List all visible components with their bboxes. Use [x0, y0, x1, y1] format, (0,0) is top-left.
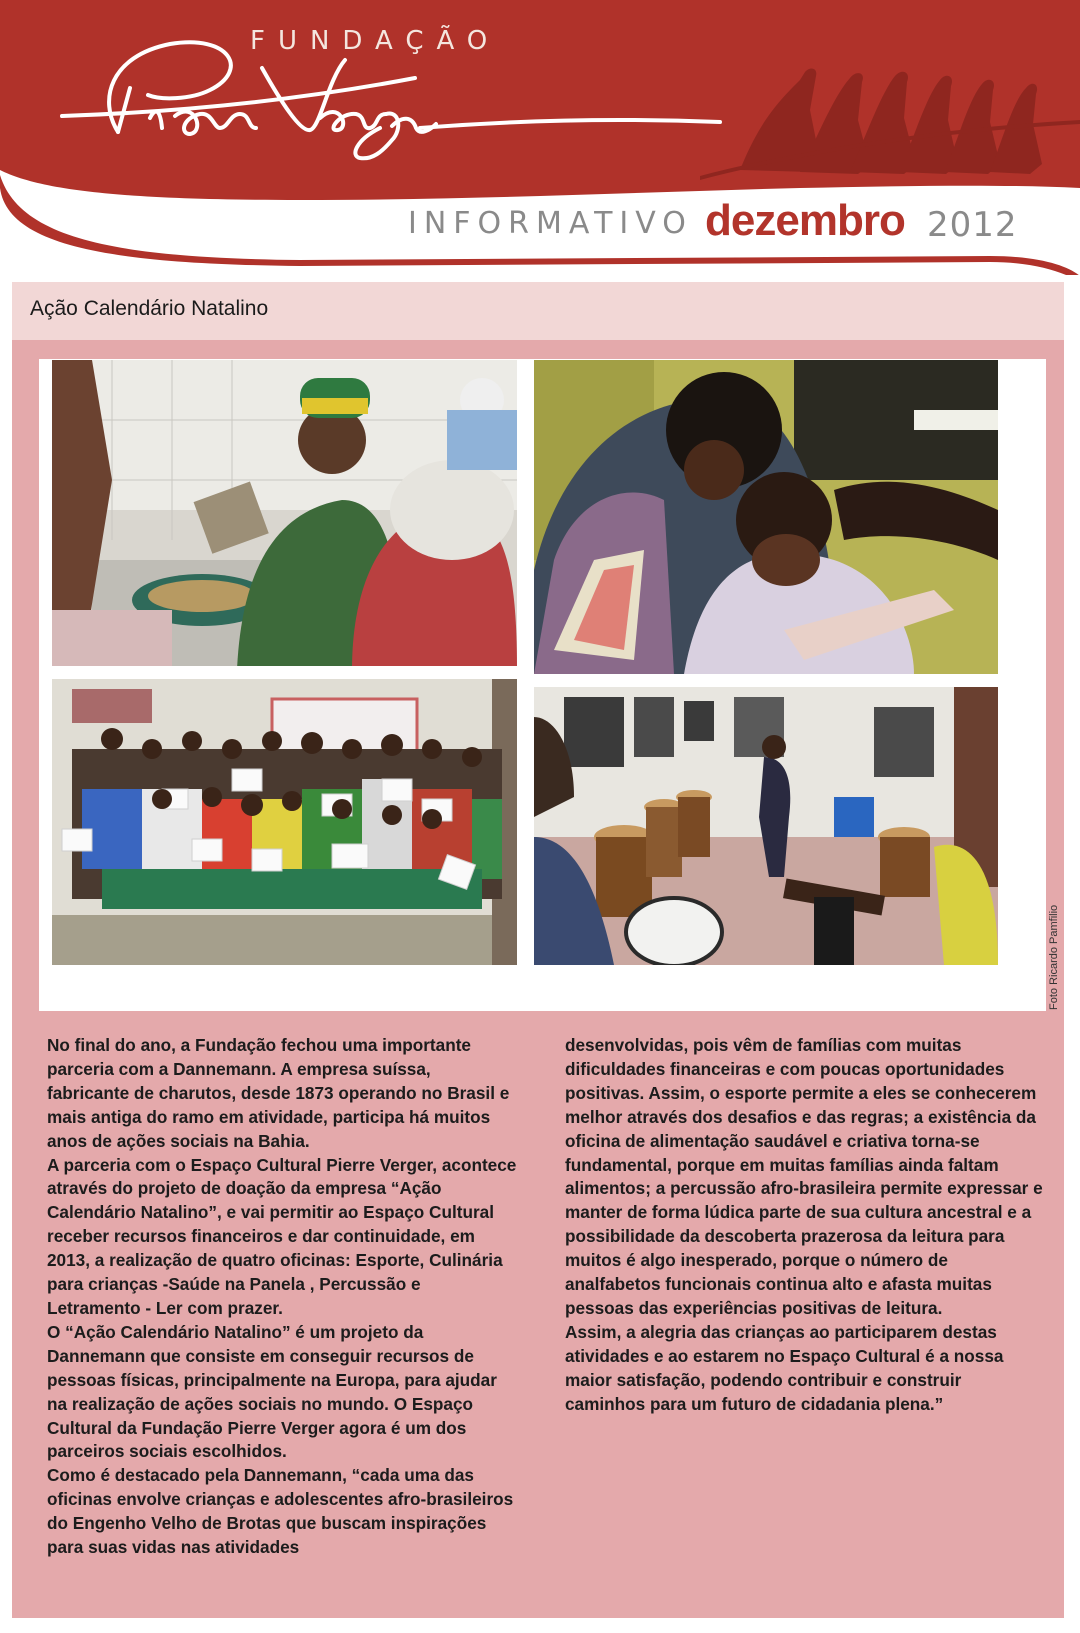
article-paragraph: Assim, a alegria das crianças ao participarem destas atividades e ao estarem no Espaço Cultural é a nossa maior satisfação, podendo contribuir e construir caminhos para um futuro de cidadania plena.” — [565, 1321, 1004, 1414]
photo-grid — [39, 359, 1046, 1011]
section-title: Ação Calendário Natalino — [30, 297, 269, 320]
children-crowd — [72, 749, 502, 909]
article-column-right — [565, 1034, 1045, 1417]
percussion-workshop-photo — [534, 687, 998, 965]
newsletter-month: dezembro — [705, 196, 905, 245]
article-paragraph: desenvolvidas, pois vêm de famílias com muitas dificuldades financeiras e com poucas oportunidades positivas. Assim, o esporte permite a eles se conhecerem melhor através dos desafios e das regras; a existência da oficina de alimentação saudável e criativa torna-se fundamental, porque em muitas famílias ainda faltam alimentos; a percussão afro-brasileira permite expressar e manter de forma lúdica parte de sua cultura ancestral e a possibilidade da descoberta prazerosa da leitura para muitos é algo inesperado, porque o número de analfabetos funcionais continua alto e afasta muitas pessoas das experiências positivas de leitura. — [565, 1035, 1043, 1318]
newsletter-year: 2012 — [927, 205, 1018, 245]
article-column-left — [47, 1034, 517, 1560]
article-paragraph: No final do ano, a Fundação fechou uma importante parceria com a Dannemann. A empresa suíssa, fabricante de charutos, desde 1873 operando no Brasil e mais antiga do ramo em atividade, participa há muitos anos de ações sociais na Bahia. — [47, 1035, 510, 1151]
article-paragraph: Como é destacado pela Dannemann, “cada uma das oficinas envolve crianças e adolescentes afro-brasileiros do Engenho Velho de Brotas que buscam inspirações para suas vidas nas atividades — [47, 1465, 514, 1558]
cooking-workshop-photo — [52, 360, 517, 666]
article-paragraph: O “Ação Calendário Natalino” é um projeto da Dannemann que consiste em conseguir recursos de pessoas físicas, principalmente na Europa, para ajudar na realização de ações sociais no mundo. O Espaço Cultural da Fundação Pierre Verger agora é um dos parceiros sociais escolhidos. — [47, 1321, 497, 1462]
photo-credit: Foto Ricardo Pamfilio — [1048, 904, 1060, 1010]
group-children-photo — [52, 679, 517, 965]
brand-fundacao-text: FUNDAÇÃO — [250, 26, 501, 56]
reading-workshop-photo — [534, 360, 998, 674]
newsletter-label: INFORMATIVO — [408, 206, 693, 241]
article-paragraph: A parceria com o Espaço Cultural Pierre Verger, acontece através do projeto de doação da empresa “Ação Calendário Natalino”, e vai permitir ao Espaço Cultural receber recursos financeiros e dar continuidade, em 2013, a realização de quatro oficinas: Esporte, Culinária para crianças -Saúde na Panela , Percussão e Letramento - Ler com prazer. — [47, 1154, 517, 1318]
newsletter-header — [0, 0, 1080, 275]
